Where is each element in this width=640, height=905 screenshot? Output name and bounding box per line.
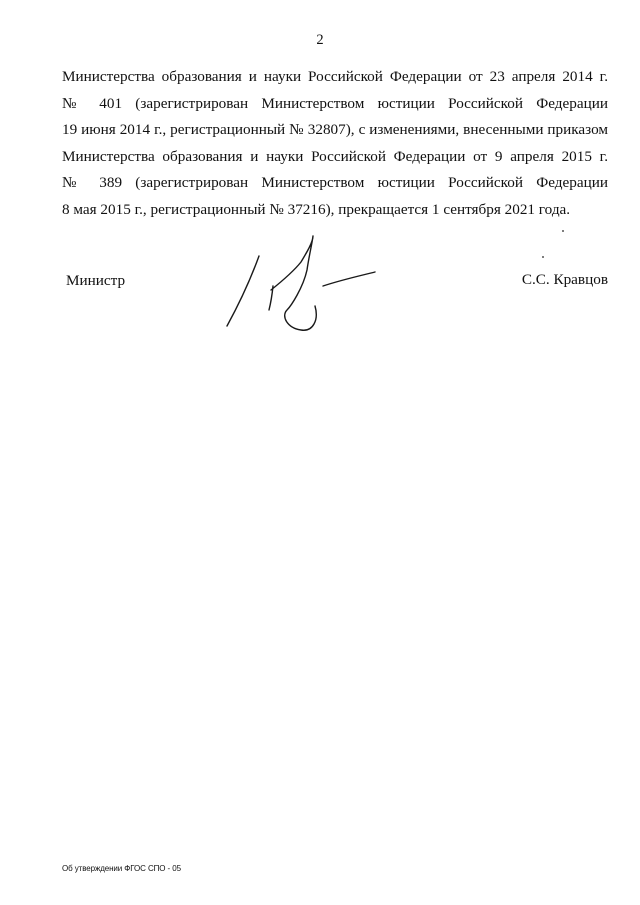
footer-note: Об утверждении ФГОС СПО - 05 <box>62 864 181 873</box>
body-line: 19 июня 2014 г., регистрационный № 32807), с изменениями, внесенными приказом <box>62 121 608 139</box>
signature-block <box>0 230 640 350</box>
body-line: № 401 (зарегистрирован Министерством юстиции Российской Федерации <box>62 94 608 112</box>
page-number: 2 <box>316 32 324 48</box>
handwritten-signature <box>215 230 385 340</box>
body-line: 8 мая 2015 г., регистрационный № 37216), прекращается 1 сентября 2021 года. <box>62 200 571 218</box>
scan-speck <box>542 256 544 258</box>
scan-speck <box>562 230 564 232</box>
document-body <box>62 64 608 224</box>
minister-name: С.С. Кравцов <box>521 271 608 288</box>
body-line: Министерства образования и науки Российской Федерации от 9 апреля 2015 г. <box>62 147 608 165</box>
body-line: Министерства образования и науки Российской Федерации от 23 апреля 2014 г. <box>62 68 608 85</box>
body-line: № 389 (зарегистрирован Министерством юстиции Российской Федерации <box>62 174 608 192</box>
minister-title: Министр <box>66 272 126 289</box>
